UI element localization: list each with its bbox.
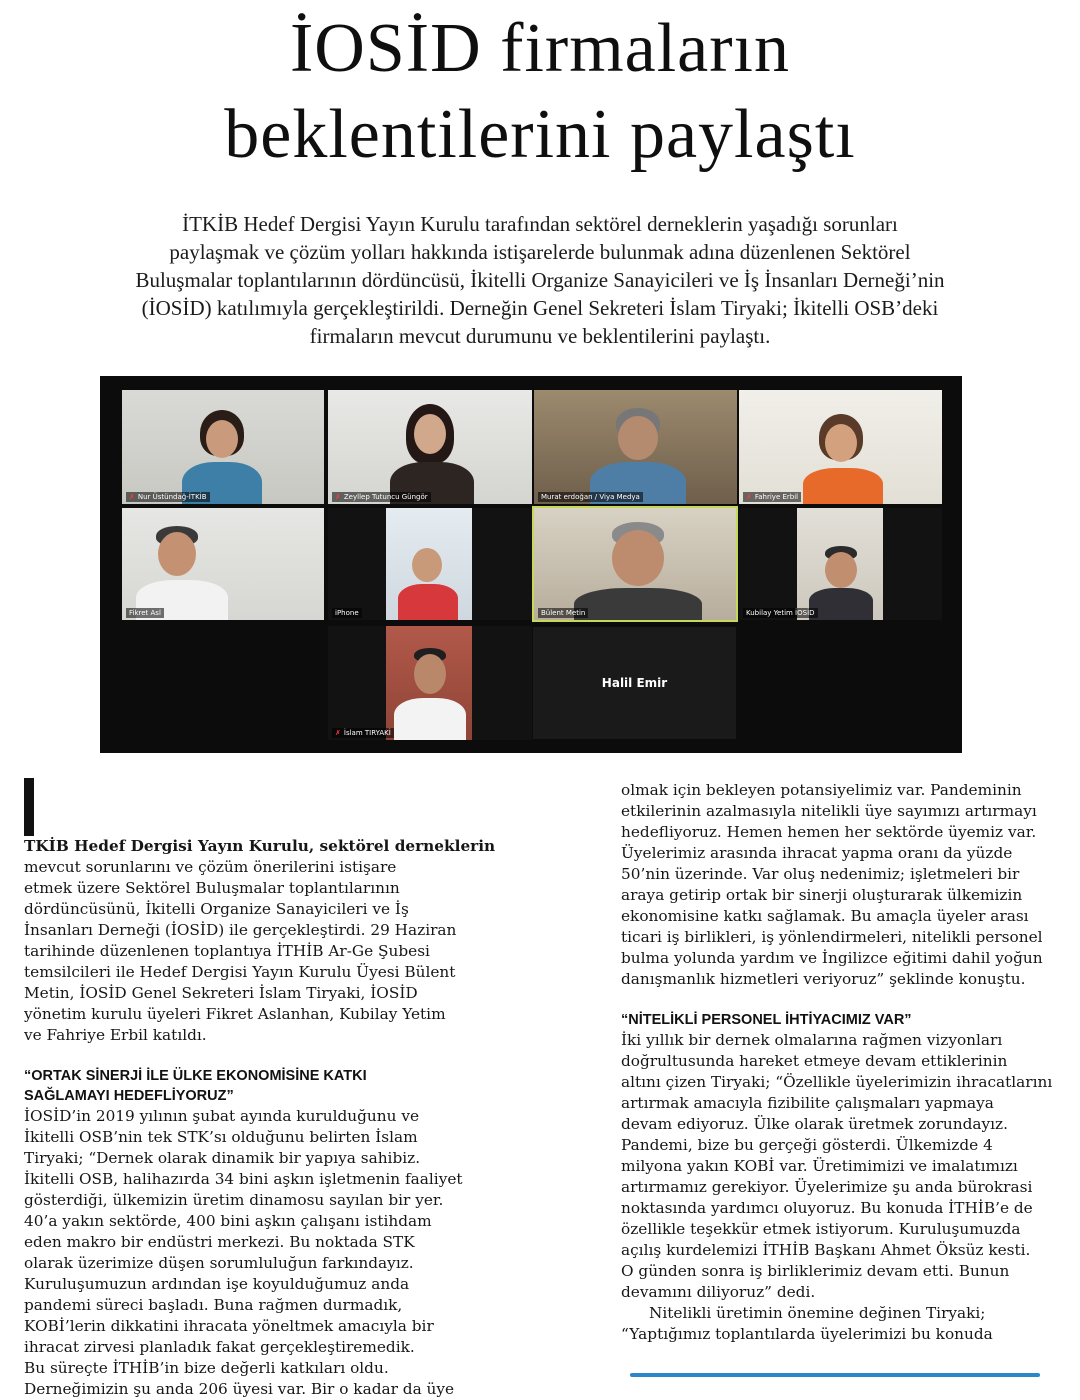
participant-name: Fikret Asl	[129, 609, 161, 617]
body-line: olarak üzerimize düşen sorumluluğun farkındayız.	[24, 1254, 414, 1272]
body-line: Kuruluşumuzun ardından işe koyulduğumuz anda	[24, 1275, 410, 1293]
participant-name: Fahriye Erbil	[754, 493, 799, 501]
intro-line: mevcut sorunlarını ve çözüm önerilerini istişare	[24, 858, 397, 876]
body-line: İki yıllık bir dernek olmalarına rağmen vizyonları	[621, 1031, 1003, 1049]
intro-line: dördüncüsünü, İkitelli Organize Sanayicileri ve İş	[24, 900, 409, 918]
body-line: İkitelli OSB, halihazırda 34 bini aşkın işletmenin faaliyet	[24, 1170, 463, 1188]
body-line: artırmamız gerekiyor. Üyelerimize şu anda bürokrasi	[621, 1178, 1033, 1196]
intro-line: etmek üzere Sektörel Buluşmalar toplantılarının	[24, 879, 400, 897]
body-line: olmak için bekleyen potansiyelimiz var. Pandeminin	[621, 781, 1022, 799]
body-line: artırmak amacıyla fizibilite çalışmaları yapmaya	[621, 1094, 994, 1112]
body-line: araya getirip ortak bir sinerji oluşturarak ülkemizin	[621, 886, 1023, 904]
body-line: Nitelikli üretimin önemine değinen Tiryaki;	[649, 1304, 986, 1322]
article-lead	[18, 210, 1062, 350]
lead-line: firmaların mevcut durumunu ve beklentilerini paylaştı.	[309, 324, 771, 348]
body-line: altını çizen Tiryaki; “Özellikle üyelerimizin ihracatlarını	[621, 1073, 1053, 1091]
participant-tile: ✗ Nur Üstündağ-İTKİB	[122, 390, 324, 504]
body-line: noktasında yardımcı oluyoruz. Bu konuda İTHİB’e de	[621, 1199, 1033, 1217]
lead-line: İTKİB Hedef Dergisi Yayın Kurulu tarafından sektörel derneklerin yaşadığı sorunları	[182, 212, 898, 236]
intro-line: yönetim kurulu üyeleri Fikret Aslanhan, Kubilay Yetim	[24, 1005, 446, 1023]
body-line: O günden sonra iş birliklerimiz devam etti. Bunun	[621, 1262, 1010, 1280]
body-line: gösterdiği, ülkemizin üretim dinamosu sayılan bir yer.	[24, 1191, 444, 1209]
body-line: İOSİD’in 2019 yılının şubat ayında kurulduğunu ve	[24, 1107, 420, 1125]
body-line: bulma yolunda yardım ve İngilizce eğitimi dahil yoğun	[621, 949, 1043, 967]
lead-line: Buluşmalar toplantılarının dördüncüsü, İkitelli Organize Sanayicileri ve İş İnsanları Derneği’nin	[135, 268, 945, 292]
body-line: özellikle teşekkür etmek istiyorum. Kuruluşumuzda	[621, 1220, 1021, 1238]
participant-tile	[534, 390, 737, 504]
body-line: hedefliyoruz. Hemen hemen her sektörde üyemiz var.	[621, 823, 1037, 841]
body-line: doğrultusunda hareket etmeye devam ettiklerinin	[621, 1052, 1008, 1070]
intro-line: tarihinde düzenlenen toplantıya İTHİB Ar-Ge Şubesi	[24, 942, 430, 960]
lead-line: (İOSİD) katılımıyla gerçekleştirildi. Derneğin Genel Sekreteri İslam Tiryaki; İkitelli OSB’deki	[141, 296, 939, 320]
participant-tile	[532, 506, 738, 622]
body-line: ihracat zirvesi planladık fakat gerçekleştiremedik.	[24, 1338, 415, 1356]
drop-cap	[24, 778, 34, 836]
body-line: devam ediyoruz. Ülke olarak üretmek zorundayız.	[621, 1115, 1008, 1133]
participant-tile: ✗ İslam TIRYAKİ	[328, 626, 532, 740]
participant-name: Zeyllep Tutuncu Güngör	[343, 493, 428, 501]
body-line: milyona yakın KOBİ var. Üretimimizi ve imalatımızı	[621, 1157, 1018, 1175]
body-line: etkilerinin azalmasıyla nitelikli üye sayımızı artırmayı	[621, 802, 1037, 820]
article-column-left	[24, 776, 496, 1400]
body-line: eden makro bir endüstri merkezi. Bu noktada STK	[24, 1233, 415, 1251]
section-subhead: “NİTELİKLİ PERSONEL İHTİYACIMIZ VAR”	[621, 1012, 912, 1028]
intro-line: temsilcileri ile Hedef Dergisi Yayın Kurulu Üyesi Bülent	[24, 963, 456, 981]
body-line: KOBİ’lerin dikkatini ihracata yöneltmek amacıyla bir	[24, 1317, 434, 1335]
body-line: 50’nin üzerinde. Var oluş nedenimiz; işletmeleri bir	[621, 865, 1020, 883]
body-line: danışmanlık hizmetleri veriyoruz” şeklinde konuştu.	[621, 970, 1026, 988]
participant-tile-no-video	[533, 627, 736, 739]
article-column-right	[621, 780, 1053, 1345]
scroll-indicator	[630, 1373, 1040, 1377]
participant-name: Kubilay Yetim İOSİD	[746, 609, 815, 617]
body-line: pandemi süreci başladı. Buna rağmen durmadık,	[24, 1296, 403, 1314]
participant-name: Nur Üstündağ-İTKİB	[137, 493, 207, 501]
participant-tile	[122, 508, 324, 620]
intro-line: TKİB Hedef Dergisi Yayın Kurulu, sektörel derneklerin	[24, 837, 496, 855]
article-headline	[0, 6, 1080, 178]
intro-line: İnsanları Derneği (İOSİD) ile gerçekleştirdi. 29 Haziran	[24, 921, 457, 939]
body-line: açılış kurdelemizi İTHİB Başkanı Ahmet Öksüz kesti.	[621, 1241, 1031, 1259]
body-line: Tiryaki; “Dernek olarak dinamik bir yapıya sahibiz.	[24, 1149, 421, 1167]
participant-name: Bülent Metin	[541, 609, 586, 617]
participant-name: Murat erdoğan / Viya Medya	[541, 493, 640, 501]
body-line: Derneğimizin şu anda 206 üyesi var. Bir o kadar da üye	[24, 1380, 455, 1398]
participant-tile: ✗ Fahriye Erbil	[739, 390, 942, 504]
body-line: ekonomisine katkı sağlamak. Bu amaçla üyeler arası	[621, 907, 1029, 925]
body-line: devamını diliyoruz” dedi.	[621, 1283, 816, 1301]
participant-name: Halil Emir	[601, 676, 668, 690]
body-line: ticari iş birlikleri, iş yönlendirmeleri, nitelikli personel	[621, 928, 1043, 946]
body-line: Bu süreçte İTHİB’in bize değerli katkıları oldu.	[24, 1359, 389, 1377]
video-call-photo	[100, 376, 962, 753]
participant-tile	[739, 508, 942, 620]
participant-tile	[328, 508, 532, 620]
body-line: “Yaptığımız toplantılarda üyelerimizi bu konuda	[621, 1325, 993, 1343]
intro-line: Metin, İOSİD Genel Sekreteri İslam Tiryaki, İOSİD	[24, 984, 418, 1002]
body-line: Pandemi, bize bu gerçeği gösterdi. Ülkemizde 4	[621, 1136, 993, 1154]
participant-tile: ✗ Zeyllep Tutuncu Güngör	[328, 390, 532, 504]
body-line: Üyelerimiz arasında ihracat yapma oranı da yüzde	[621, 844, 1013, 862]
participant-name: iPhone	[335, 609, 359, 617]
lead-line: paylaşmak ve çözüm yolları hakkında istişarelerde bulunmak adına düzenlenen Sektörel	[169, 240, 911, 264]
body-line: 40’a yakın sektörde, 400 bini aşkın çalışanı istihdam	[24, 1212, 432, 1230]
intro-line: ve Fahriye Erbil katıldı.	[24, 1026, 207, 1044]
headline-line-2: beklentilerini paylaştı	[224, 96, 856, 173]
body-line: İkitelli OSB’nin tek STK’sı olduğunu belirten İslam	[24, 1128, 418, 1146]
participant-name: İslam TIRYAKİ	[343, 729, 391, 737]
section-subhead: “ORTAK SİNERJİ İLE ÜLKE EKONOMİSİNE KATKI SAĞLAMAYI HEDEFLİYORUZ”	[24, 1068, 367, 1104]
headline-line-1: İOSİD firmaların	[289, 10, 791, 87]
